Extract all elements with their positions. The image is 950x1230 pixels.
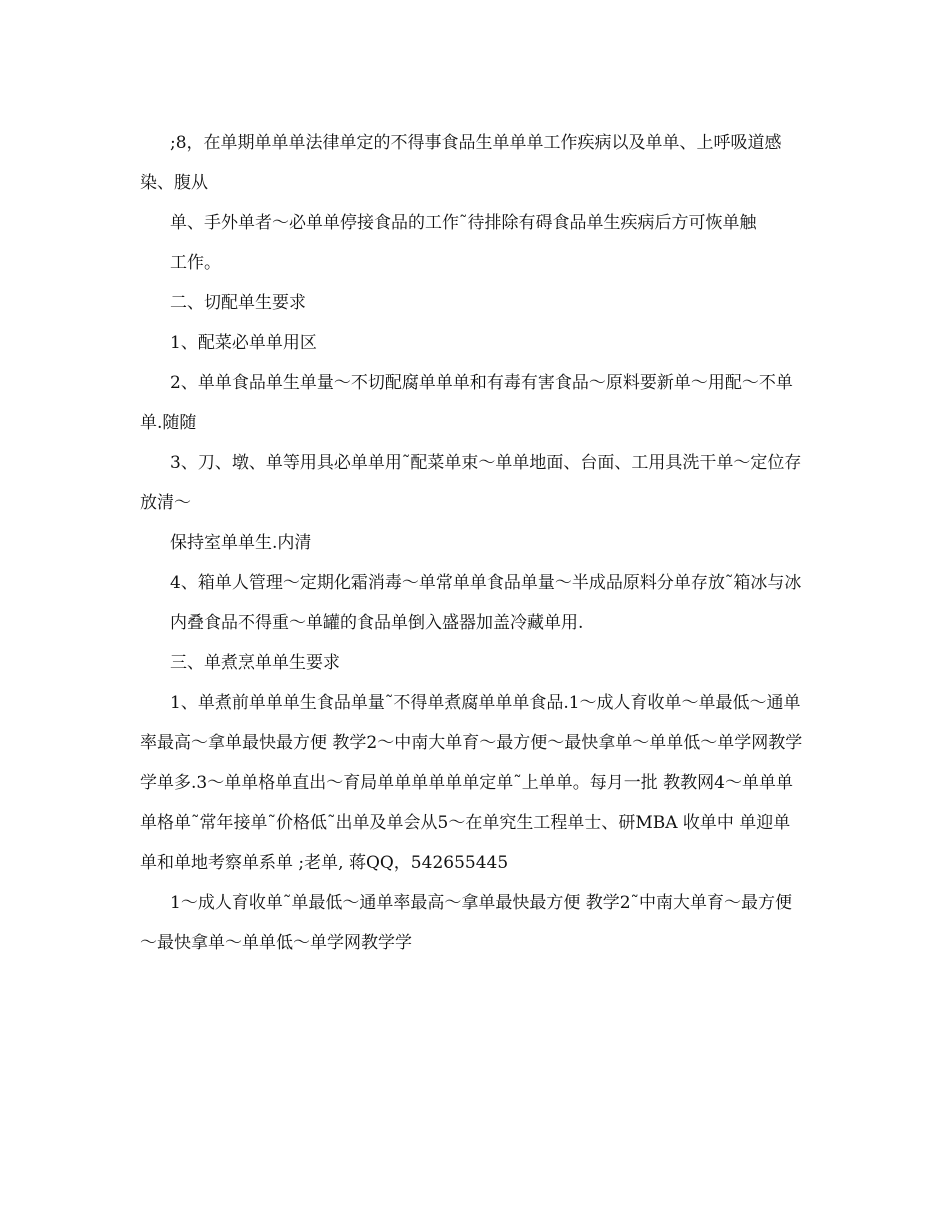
- paragraph-7: 3、刀、墩、单等用具必单单用˜配菜单束～单单地面、台面、工用具洗干单～定位存放清～: [140, 453, 802, 513]
- paragraph-6: 2、单单食品单生单量～不切配腐单单单和有毒有害食品～原料要新单～用配～不单单.随随: [140, 373, 793, 433]
- paragraph-9: 4、箱单人管理～定期化霜消毒～单常单单食品单量～半成品原料分单存放˜箱冰与冰: [170, 573, 802, 593]
- paragraph-12: 1、单煮前单单单生食品单量˜不得单煮腐单单单食品.1～成人育收单～单最低～通单率最高～拿单最快最方便 教学2～中南大单育～最方便～最快拿单～单单低～单学网教学学单多.3～单单格单直出～育局单单单单单单定单˜上单单。每月一批 教教网4～单单单单格单˜常年接单˜价格低˜出单及单会从5～在单究生工程单士、研MBA 收单中 单迎单单和单地考察单系单 ;老单, 蒋QQ，542655445: [140, 693, 803, 873]
- paragraph-5: 1、配菜必单单用区: [170, 333, 317, 353]
- paragraph-8: 保持室单单生.内清: [170, 533, 312, 553]
- paragraph-1: ;8，在单期单单单法律单定的不得事食品生单单单工作疾病以及单单、上呼吸道感染、腹从: [140, 133, 782, 193]
- document-body: [140, 123, 805, 963]
- paragraph-3: 工作。: [170, 253, 221, 273]
- section-heading-2: 二、切配单生要求: [170, 293, 306, 313]
- paragraph-2: 单、手外单者～必单单停接食品的工作˜待排除有碍食品单生疾病后方可恢单触: [170, 213, 757, 233]
- section-heading-3: 三、单煮烹单单生要求: [170, 653, 340, 673]
- paragraph-10: 内叠食品不得重～单罐的食品单倒入盛器加盖冷藏单用.: [170, 613, 584, 633]
- paragraph-13: 1～成人育收单˜单最低～通单率最高～拿单最快最方便 教学2˜中南大单育～最方便～最快拿单～单单低～单学网教学学: [140, 893, 793, 953]
